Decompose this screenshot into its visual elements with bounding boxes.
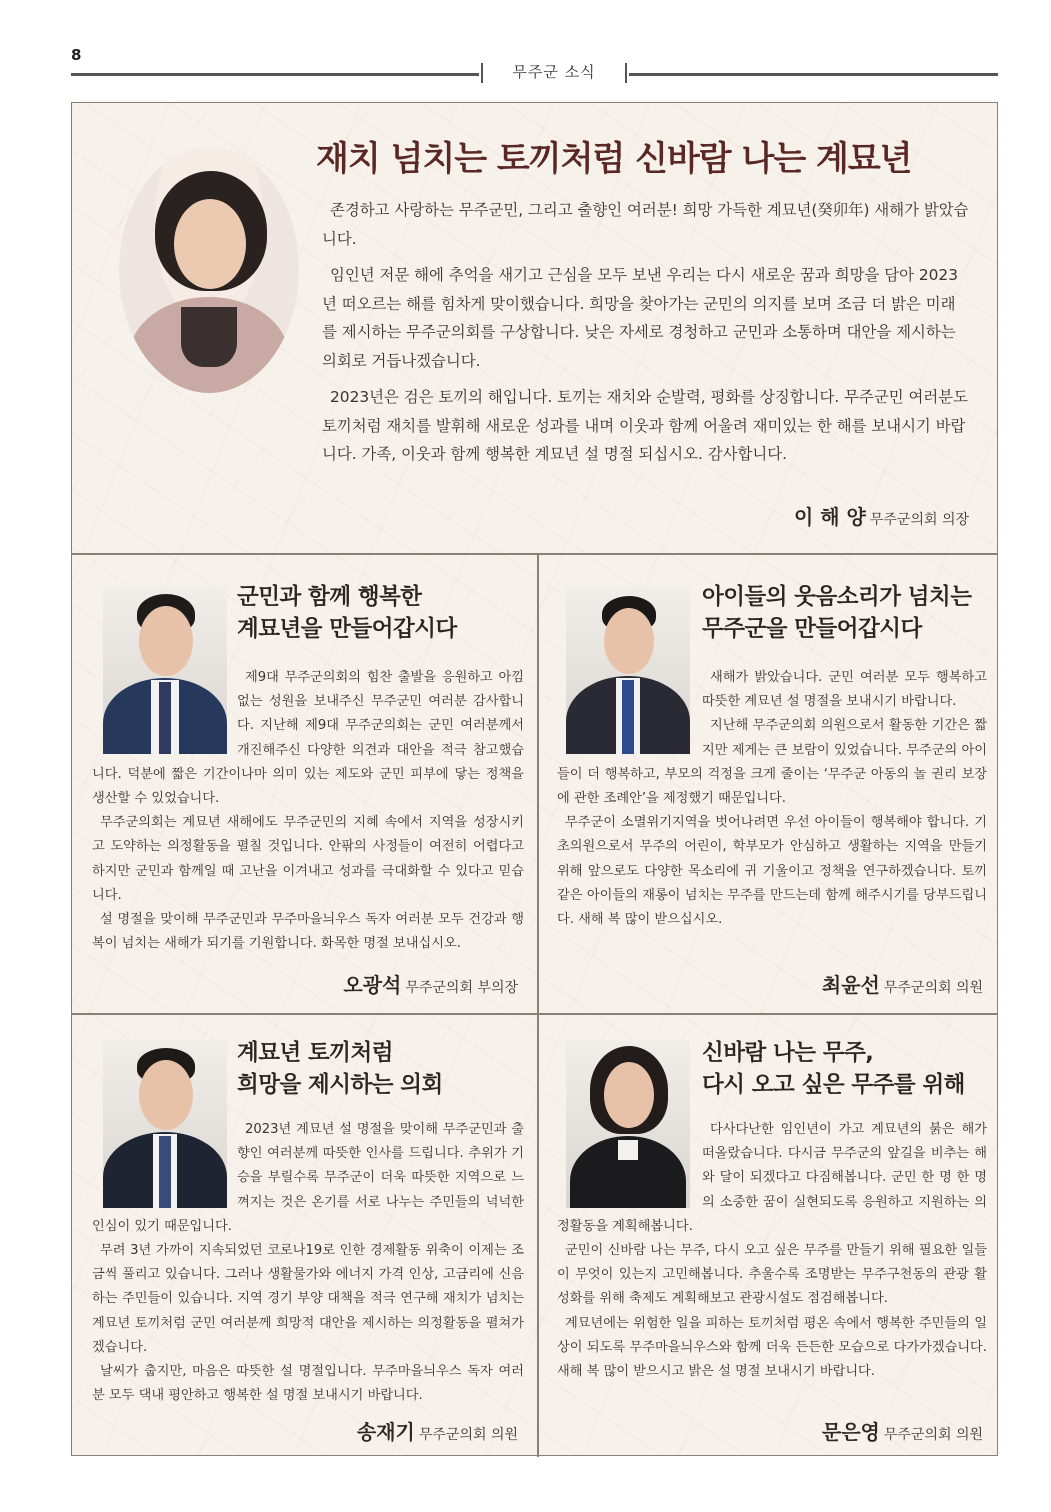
main-paragraph: 2023년은 검은 토끼의 해입니다. 토끼는 재치와 순발력, 평화를 상징합니다. 무주군민 여러분도 토끼처럼 재치를 발휘해 새로운 성과를 내며 이웃과 함께 어울려 재미있는 한 해를 보내시기 바랍니다. 가족, 이웃과 함께 행복한 계묘년 설 명절 되십시오. 감사합니다. <box>322 388 968 463</box>
section-title: 무주군 소식 <box>512 63 596 81</box>
article-title <box>702 581 972 645</box>
article-paragraph: 제9대 무주군의회의 힘찬 출발을 응원하고 아낌없는 성원을 보내주신 무주군민 여러분 감사합니다. 지난해 제9대 무주군의회는 군민 여러분께서 개진해주신 다양한 의견과 대안을 적극 참고했습니다. 덕분에 짧은 기간이나마 의미 있는 제도와 군민 피부에 닿는 정책을 생산할 수 있었습니다. <box>92 670 524 807</box>
article-paragraph: 설 명절을 맞이해 무주군민과 무주마을늬우스 독자 여러분 모두 건강과 행복이 넘치는 새해가 되기를 기원합니다. 화목한 명절 보내십시오. <box>92 912 524 952</box>
divider <box>72 553 997 555</box>
header-tick-right <box>625 63 627 83</box>
signature-role: 무주군의회 의원 <box>883 1427 983 1443</box>
article-title <box>702 1037 965 1101</box>
signature-role: 무주군의회 의장 <box>869 512 969 528</box>
article-paragraph: 2023년 계묘년 설 명절을 맞이해 무주군민과 출향인 여러분께 따뜻한 인사를 드립니다. 추위가 기승을 부릴수록 무주군이 더욱 따뜻한 지역으로 느껴지는 것은 온기를 서로 나누는 주민들의 넉넉한 인심이 있기 때문입니다. <box>92 1122 524 1234</box>
article-signature <box>343 969 518 998</box>
header-tick-left <box>481 63 483 83</box>
article-title-line: 무주군을 만들어갑시다 <box>702 616 922 642</box>
main-body <box>322 196 970 477</box>
newsletter-frame <box>71 102 998 1456</box>
signature-name: 이 해 양 <box>793 505 866 529</box>
article-paragraph: 지난해 무주군의회 의원으로서 활동한 기간은 짧지만 제게는 큰 보람이 있었습니다. 무주군의 아이들이 더 행복하고, 부모의 걱정을 크게 줄이는 ‘무주군 아동의 놀 권리 보장에 관한 조례안’을 제정했기 때문입니다. <box>557 718 987 807</box>
chairman-portrait <box>119 147 299 393</box>
signature-name: 문은영 <box>821 1420 880 1444</box>
main-signature <box>794 501 969 530</box>
article-title-line: 계묘년 토끼처럼 <box>237 1040 393 1066</box>
signature-role: 무주군의회 부의장 <box>405 980 518 996</box>
divider <box>72 1013 997 1015</box>
article-paragraph: 다사다난한 임인년이 가고 계묘년의 붉은 해가 떠올랐습니다. 다시금 무주군의 앞길을 비추는 해와 달이 되겠다고 다짐해봅니다. 군민 한 명 한 명의 소중한 꿈이 실현되도록 응원하고 지원하는 의정활동을 계획해봅니다. <box>557 1122 987 1234</box>
divider <box>537 553 539 1457</box>
page-number: 8 <box>71 46 82 64</box>
article-title-line: 신바람 나는 무주, <box>702 1040 874 1066</box>
article-title <box>237 1037 443 1101</box>
article-body <box>92 666 524 956</box>
signature-name: 오광석 <box>343 973 402 997</box>
article-paragraph: 무려 3년 가까이 지속되었던 코로나19로 인한 경제활동 위축이 이제는 조금씩 풀리고 있습니다. 그러나 생활물가와 에너지 가격 인상, 고금리에 신음하는 주민들이 있습니다. 지역 경기 부양 대책을 적극 연구해 재치가 넘치는 계묘년 토끼처럼 군민 여러분께 희망적 대안을 제시하는 의정활동을 펼쳐가겠습니다. <box>92 1243 524 1355</box>
article-paragraph: 무주군이 소멸위기지역을 벗어나려면 우선 아이들이 행복해야 합니다. 기초의원으로서 무주의 어린이, 학부모가 안심하고 생활하는 지역을 만들기 위해 앞으로도 다양한 목소리에 귀 기울이고 정책을 연구하겠습니다. 토끼 같은 아이들의 재롱이 넘치는 무주를 만드는데 함께 해주시기를 당부드립니다. 새해 복 많이 받으십시오. <box>557 815 987 928</box>
article-signature <box>357 1416 518 1445</box>
article-title-line: 희망을 제시하는 의회 <box>237 1072 443 1098</box>
article-body <box>557 666 987 932</box>
article-title-line: 군민과 함께 행복한 <box>237 584 422 610</box>
article-signature <box>822 1416 983 1445</box>
article-paragraph: 군민이 신바람 나는 무주, 다시 오고 싶은 무주를 만들기 위해 필요한 일들이 무엇이 있는지 고민해봅니다. 추울수록 조명받는 무주구천동의 관광 활성화를 위해 축제도 계획해보고 관광시설도 점검해봅니다. <box>557 1243 987 1307</box>
header-rule-left <box>71 73 479 76</box>
header-rule-right <box>629 73 998 76</box>
main-title: 재치 넘치는 토끼처럼 신바람 나는 계묘년 <box>316 139 912 179</box>
article-signature <box>822 969 983 998</box>
article-body <box>557 1118 987 1384</box>
article-paragraph: 날씨가 춥지만, 마음은 따뜻한 설 명절입니다. 무주마을늬우스 독자 여러분 모두 댁내 평안하고 행복한 설 명절 보내시기 바랍니다. <box>92 1364 524 1404</box>
article-paragraph: 계묘년에는 위험한 일을 피하는 토끼처럼 평온 속에서 행복한 주민들의 일상이 되도록 무주마을늬우스와 함께 더욱 든든한 모습으로 다가가겠습니다. 새해 복 많이 받으시고 밝은 설 명절 보내시기 바랍니다. <box>557 1315 987 1380</box>
article-title <box>237 581 457 645</box>
signature-role: 무주군의회 의원 <box>883 980 983 996</box>
article-title-line: 계묘년을 만들어갑시다 <box>237 616 457 642</box>
main-paragraph: 존경하고 사랑하는 무주군민, 그리고 출향인 여러분! 희망 가득한 계묘년(癸卯年) 새해가 밝았습니다. <box>322 201 969 248</box>
article-title-line: 다시 오고 싶은 무주를 위해 <box>702 1072 965 1098</box>
article-body <box>92 1118 524 1408</box>
article-paragraph: 새해가 밝았습니다. 군민 여러분 모두 행복하고 따뜻한 계묘년 설 명절을 보내시기 바랍니다. <box>702 670 987 710</box>
article-paragraph: 무주군의회는 계묘년 새해에도 무주군민의 지혜 속에서 지역을 성장시키고 도약하는 의정활동을 펼칠 것입니다. 안팎의 사정들이 여전히 어렵다고 하지만 군민과 함께일 때 고난을 이겨내고 성과를 극대화할 수 있다고 믿습니다. <box>92 815 524 903</box>
signature-name: 최윤선 <box>821 973 880 997</box>
signature-role: 무주군의회 의원 <box>418 1427 518 1443</box>
main-paragraph: 임인년 저문 해에 추억을 새기고 근심을 모두 보낸 우리는 다시 새로운 꿈과 희망을 담아 2023년 떠오르는 해를 힘차게 맞이했습니다. 희망을 찾아가는 군민의 의지를 보며 조금 더 밝은 미래를 제시하는 무주군의회를 구상합니다. 낮은 자세로 경청하고 군민과 소통하며 대안을 제시하는 의회로 거듭나겠습니다. <box>322 266 959 370</box>
signature-name: 송재기 <box>356 1420 415 1444</box>
article-title-line: 아이들의 웃음소리가 넘치는 <box>702 584 972 610</box>
